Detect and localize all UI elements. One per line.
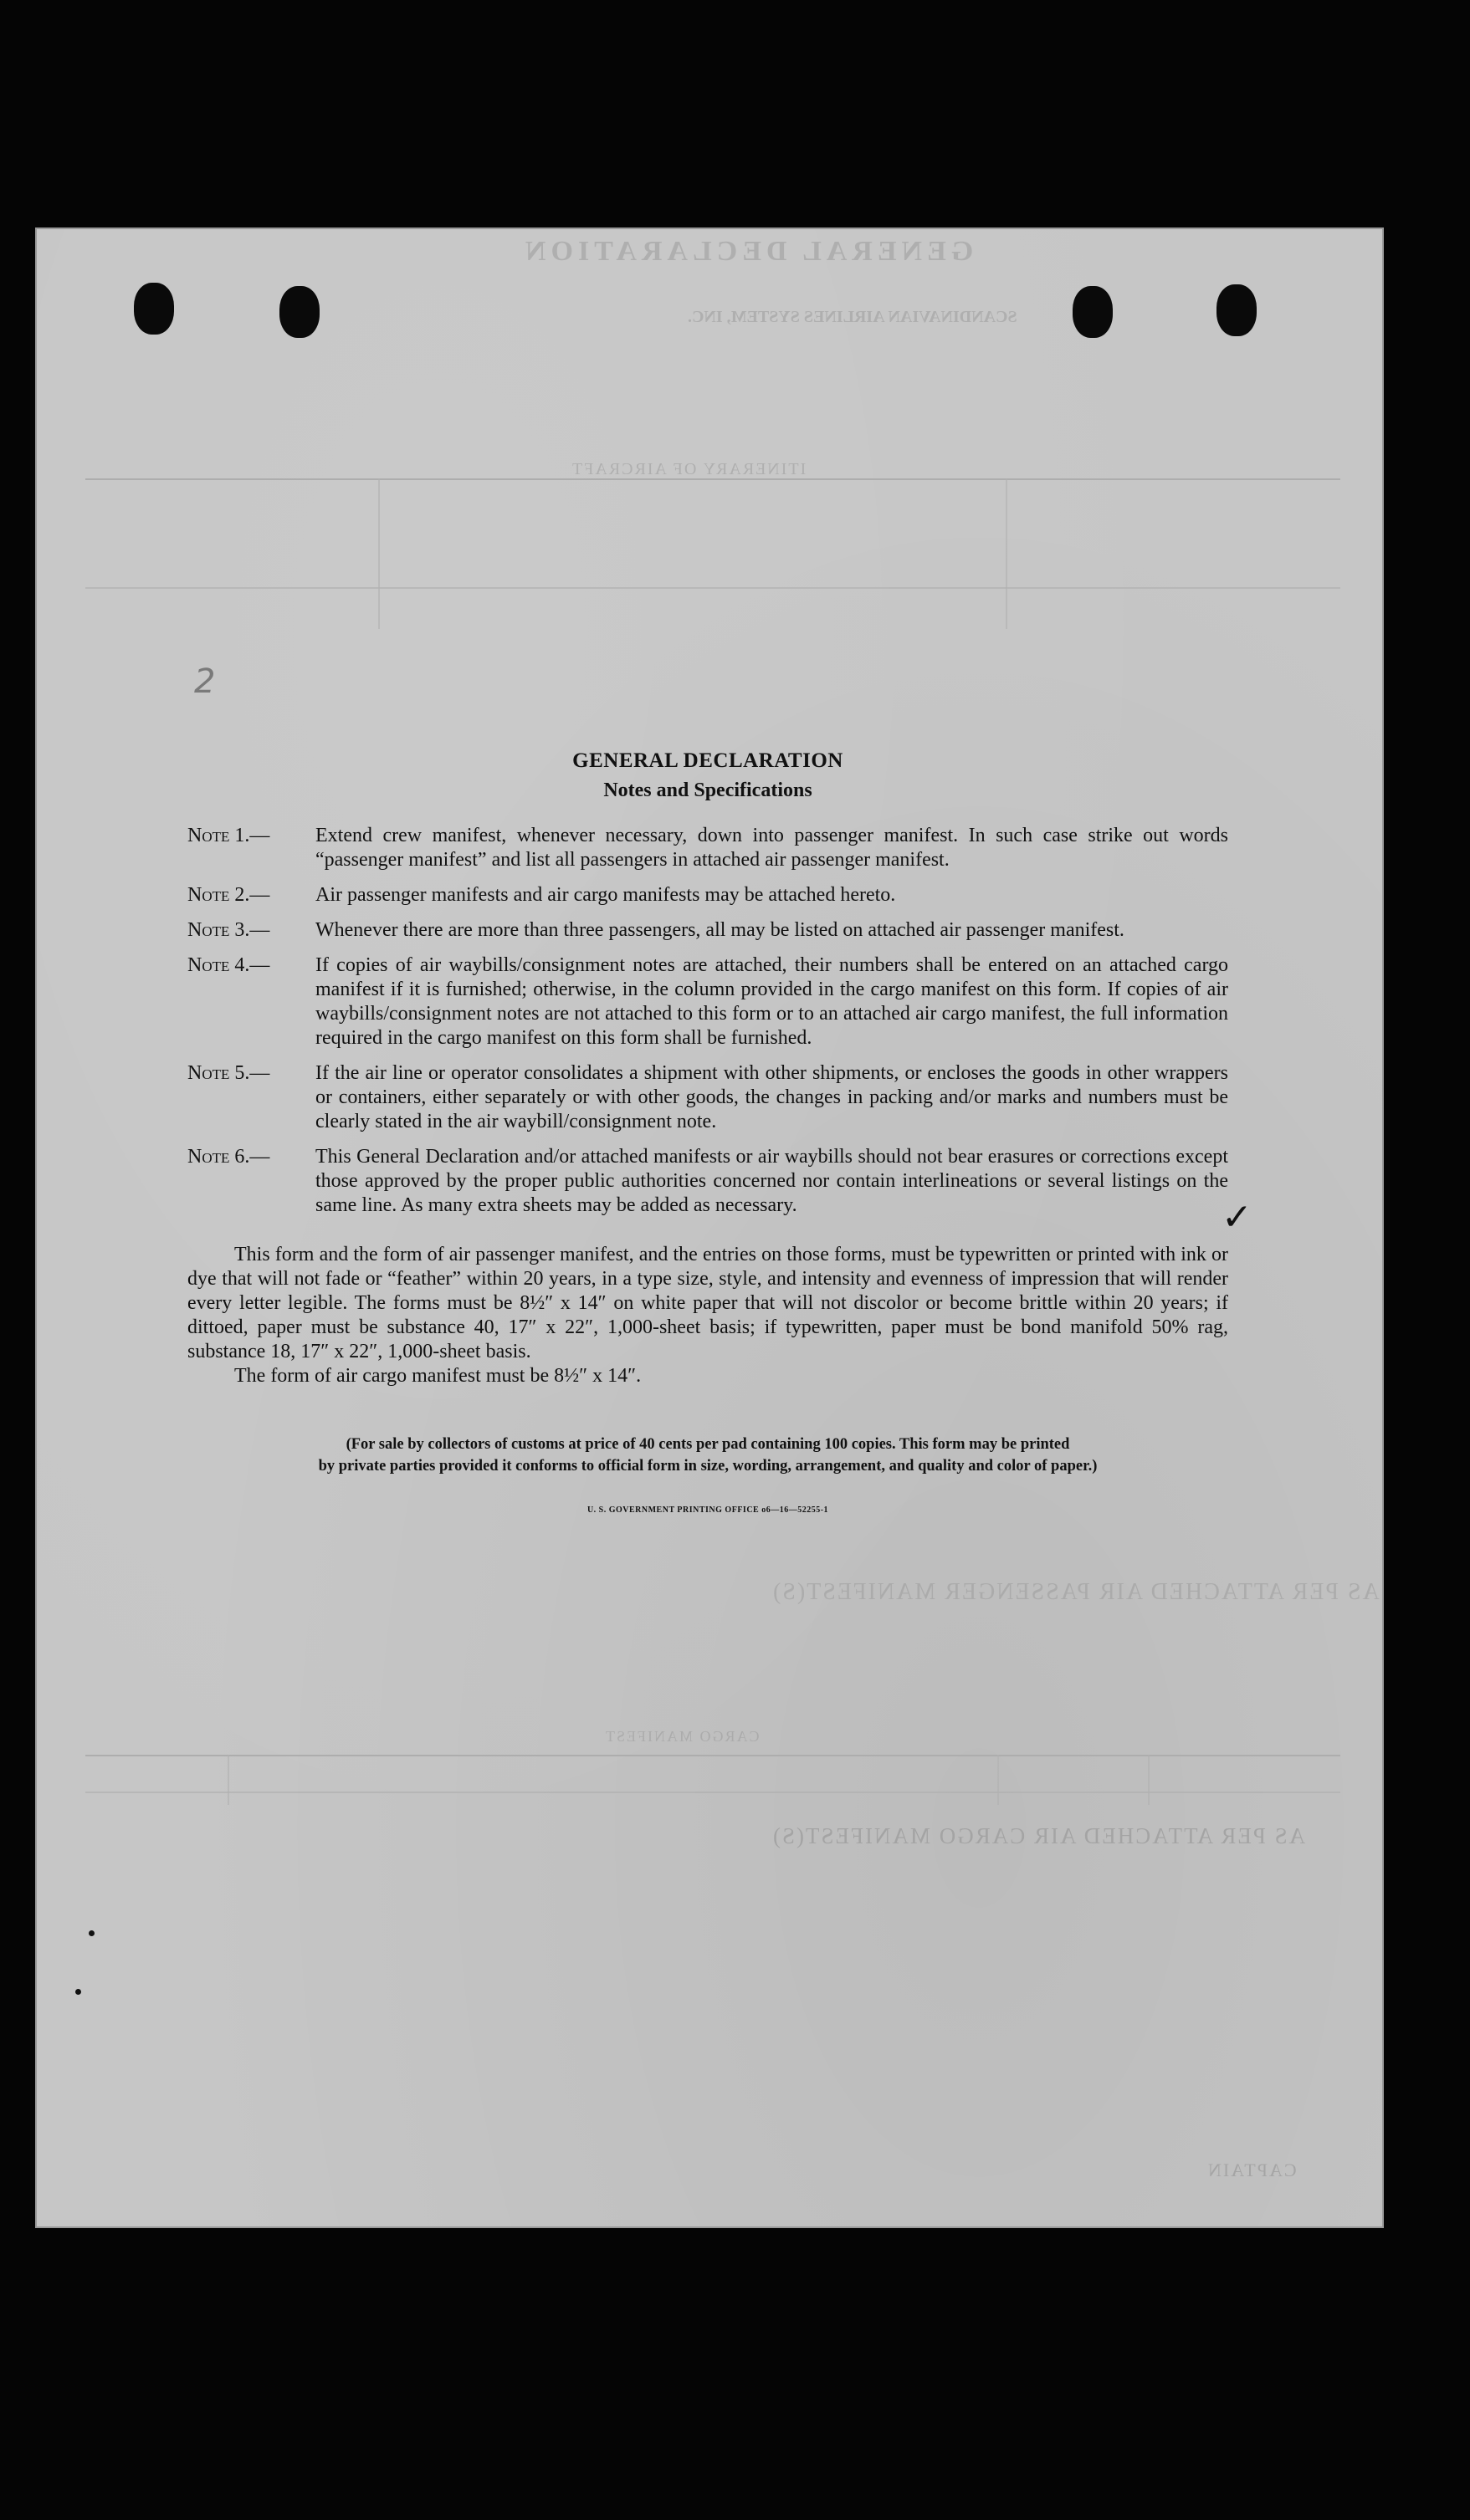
- page-subtitle: Notes and Specifications: [603, 780, 812, 801]
- printing-office-imprint: U. S. GOVERNMENT PRINTING OFFICE o6—16—52255-1: [586, 1505, 829, 1515]
- note-text: Air passenger manifests and air cargo manifests may be attached hereto.: [315, 884, 896, 906]
- sale-notice: [187, 1434, 1228, 1477]
- note-item: [187, 953, 1228, 1050]
- show-through-header: GENERAL DECLARATION: [520, 236, 974, 267]
- note-label: Note 3.—: [187, 919, 270, 941]
- note-item: [187, 918, 1228, 943]
- note-label: Note 6.—: [187, 1146, 270, 1168]
- show-through-passenger-manifest: AS PER ATTACHED AIR PASSENGER MANIFEST(S): [771, 1579, 1380, 1605]
- note-label: Note 2.—: [187, 884, 270, 906]
- ghost-column: [378, 478, 380, 629]
- specification-paragraph: This form and the form of air passenger manifest, and the entries on those forms, must be typewritten or printed with ink or dye that will not fade or “feather” within 20 years, in a type size, style, and intensity and evenness of impression that will render every letter legible. The forms must be 8½″ x 14″ on white paper that will not discolor or become brittle within 20 years; if dittoed, paper must be substance 40, 17″ x 22″, 1,000-sheet basis; if typewritten, paper must be bond manifold 50% rag, substance 18, 17″ x 22″, 1,000-sheet basis.: [187, 1244, 1228, 1362]
- show-through-airline: SCANDINAVIAN AIRLINES SYSTEM, INC.: [688, 308, 1017, 326]
- ghost-rule: [85, 478, 1340, 480]
- note-label: Note 5.—: [187, 1062, 270, 1084]
- note-item: [187, 883, 1228, 907]
- note-text: If the air line or operator consolidates a shipment with other shipments, or encloses the goods in other wrappers or containers, either separately or with other goods, the changes in packing and/or marks and numbers must be clearly stated in the air waybill/consignment note.: [315, 1062, 1228, 1132]
- sale-notice-line: by private parties provided it conforms to official form in size, wording, arrangement, and quality and color of paper.): [318, 1458, 1098, 1475]
- punch-hole: [279, 286, 320, 338]
- ghost-column: [997, 1755, 999, 1805]
- cargo-manifest-size-paragraph: The form of air cargo manifest must be 8½″ x 14″.: [234, 1365, 642, 1387]
- handwritten-number: 2: [194, 662, 216, 701]
- note-label: Note 4.—: [187, 954, 270, 976]
- check-mark-icon: ✓: [1222, 1196, 1252, 1239]
- ink-dot: [75, 1989, 81, 1995]
- punch-hole: [1216, 284, 1257, 336]
- ghost-column: [228, 1755, 229, 1805]
- ghost-rule: [85, 587, 1340, 589]
- punch-hole: [134, 283, 174, 335]
- note-item: [187, 1061, 1228, 1134]
- ghost-rule: [85, 1792, 1340, 1793]
- page-title: GENERAL DECLARATION: [572, 749, 843, 772]
- show-through-cargo-manifest: AS PER ATTACHED AIR CARGO MANIFEST(S): [771, 1823, 1306, 1848]
- note-item: [187, 1145, 1228, 1218]
- ink-dot: [89, 1930, 95, 1936]
- note-item: [187, 824, 1228, 872]
- ghost-rule: [85, 1755, 1340, 1756]
- show-through-itinerary: ITINERARY OF AIRCRAFT: [571, 460, 807, 478]
- show-through-cargo-header: CARGO MANIFEST: [604, 1728, 760, 1745]
- note-text: If copies of air waybills/consignment notes are attached, their numbers shall be entered on an attached cargo manifest if it is furnished; otherwise, in the column provided in the cargo manifest on this form. If copies of air waybills/consignment notes are not attached to this form or to an attached air cargo manifest, the full information required in the cargo manifest on this form shall be furnished.: [315, 954, 1228, 1049]
- ghost-column: [1006, 478, 1007, 629]
- notes-section: [187, 749, 1228, 1515]
- punch-hole: [1073, 286, 1113, 338]
- note-text: Extend crew manifest, whenever necessary, down into passenger manifest. In such case strike out words “passenger manifest” and list all passengers in attached air passenger manifest.: [315, 825, 1228, 871]
- sale-notice-line: (For sale by collectors of customs at price of 40 cents per pad containing 100 copies. This form may be printed: [346, 1436, 1070, 1453]
- show-through-captain: CAPTAIN: [1206, 2160, 1297, 2180]
- ghost-column: [1148, 1755, 1150, 1805]
- note-text: Whenever there are more than three passengers, all may be listed on attached air passenger manifest.: [315, 919, 1124, 941]
- note-text: This General Declaration and/or attached manifests or air waybills should not bear erasures or corrections except those approved by the proper public authorities concerned nor contain interlineations or several listings on the same line. As many extra sheets may be added as necessary.: [315, 1146, 1228, 1216]
- note-label: Note 1.—: [187, 825, 270, 846]
